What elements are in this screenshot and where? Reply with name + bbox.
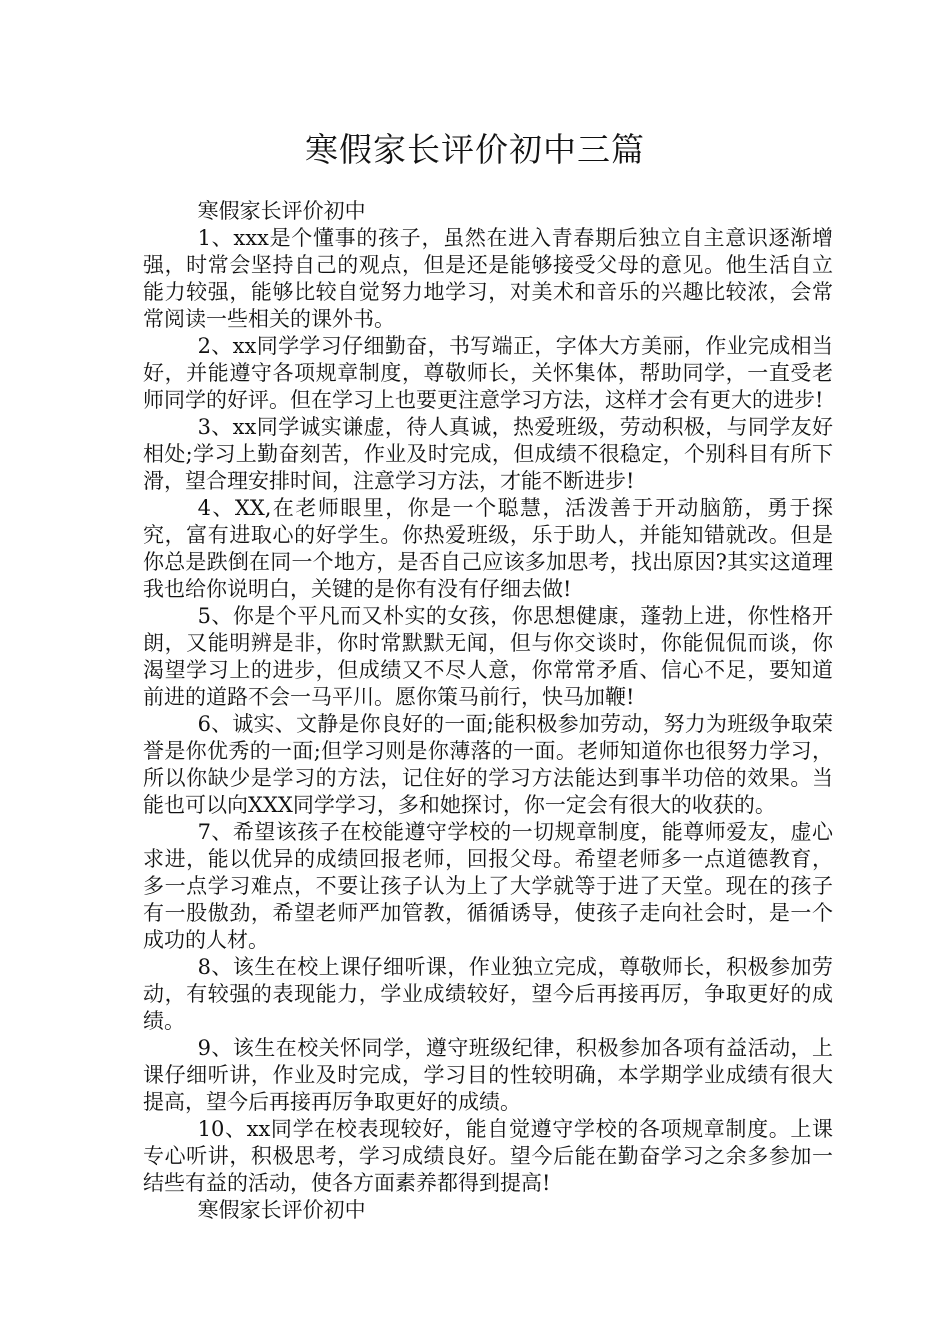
paragraph-9: 9、该生在校关怀同学，遵守班级纪律，积极参加各项有益活动，上课仔细听讲，作业及时完成，学习目的性较明确，本学期学业成绩有很大提高，望今后再接再厉争取更好的成绩。 bbox=[143, 1036, 833, 1114]
document-title: 寒假家长评价初中三篇 bbox=[305, 130, 645, 169]
paragraph-5: 5、你是个平凡而又朴实的女孩，你思想健康，蓬勃上进，你性格开朗，又能明辨是非，你时常默默无闻，但与你交谈时，你能侃侃而谈，你渴望学习上的进步，但成绩又不尽人意，你常常矛盾、信心不足，要知道前进的道路不会一马平川。愿你策马前行，快马加鞭! bbox=[143, 604, 833, 709]
paragraph-4: 4、XX,在老师眼里，你是一个聪慧，活泼善于开动脑筋，勇于探究，富有进取心的好学生。你热爱班级，乐于助人，并能知错就改。但是你总是跌倒在同一个地方，是否自己应该多加思考，找出原因?其实这道理我也给你说明白，关键的是你有没有仔细去做! bbox=[143, 496, 833, 601]
paragraph-8: 8、该生在校上课仔细听课，作业独立完成，尊敬师长，积极参加劳动，有较强的表现能力，学业成绩较好，望今后再接再厉，争取更好的成绩。 bbox=[143, 955, 833, 1033]
paragraph-2: 2、xx同学学习仔细勤奋，书写端正，字体大方美丽，作业完成相当好，并能遵守各项规章制度，尊敬师长，关怀集体，帮助同学，一直受老师同学的好评。但在学习上也要更注意学习方法，这样才会有更大的进步! bbox=[143, 334, 833, 412]
section-heading: 寒假家长评价初中 bbox=[197, 199, 366, 223]
paragraph-10: 10、xx同学在校表现较好，能自觉遵守学校的各项规章制度。上课专心听讲，积极思考，学习成绩良好。望今后能在勤奋学习之余多参加一结些有益的活动，使各方面素养都得到提高! bbox=[143, 1117, 833, 1195]
paragraph-3: 3、xx同学诚实谦虚，待人真诚，热爱班级，劳动积极，与同学友好相处;学习上勤奋刻苦，作业及时完成，但成绩不很稳定，个别科目有所下滑，望合理安排时间，注意学习方法，才能不断进步! bbox=[143, 415, 833, 493]
paragraph-7: 7、希望该孩子在校能遵守学校的一切规章制度，能尊师爱友，虚心求进，能以优异的成绩回报老师，回报父母。希望老师多一点道德教育，多一点学习难点，不要让孩子认为上了大学就等于进了天堂。现在的孩子有一股傲劲，希望老师严加管教，循循诱导，使孩子走向社会时，是一个成功的人材。 bbox=[143, 820, 833, 952]
closing-heading: 寒假家长评价初中 bbox=[197, 1198, 366, 1222]
document-body bbox=[143, 198, 833, 1224]
paragraph-1: 1、xxx是个懂事的孩子，虽然在进入青春期后独立自主意识逐渐增强，时常会坚持自己的观点，但是还是能够接受父母的意见。他生活自立能力较强，能够比较自觉努力地学习，对美术和音乐的兴趣比较浓，会常常阅读一些相关的课外书。 bbox=[143, 226, 833, 331]
paragraph-6: 6、诚实、文静是你良好的一面;能积极参加劳动，努力为班级争取荣誉是你优秀的一面;但学习则是你薄落的一面。老师知道你也很努力学习，所以你缺少是学习的方法，记住好的学习方法能达到事半功倍的效果。当能也可以向XXX同学学习，多和她探讨，你一定会有很大的收获的。 bbox=[143, 712, 833, 817]
